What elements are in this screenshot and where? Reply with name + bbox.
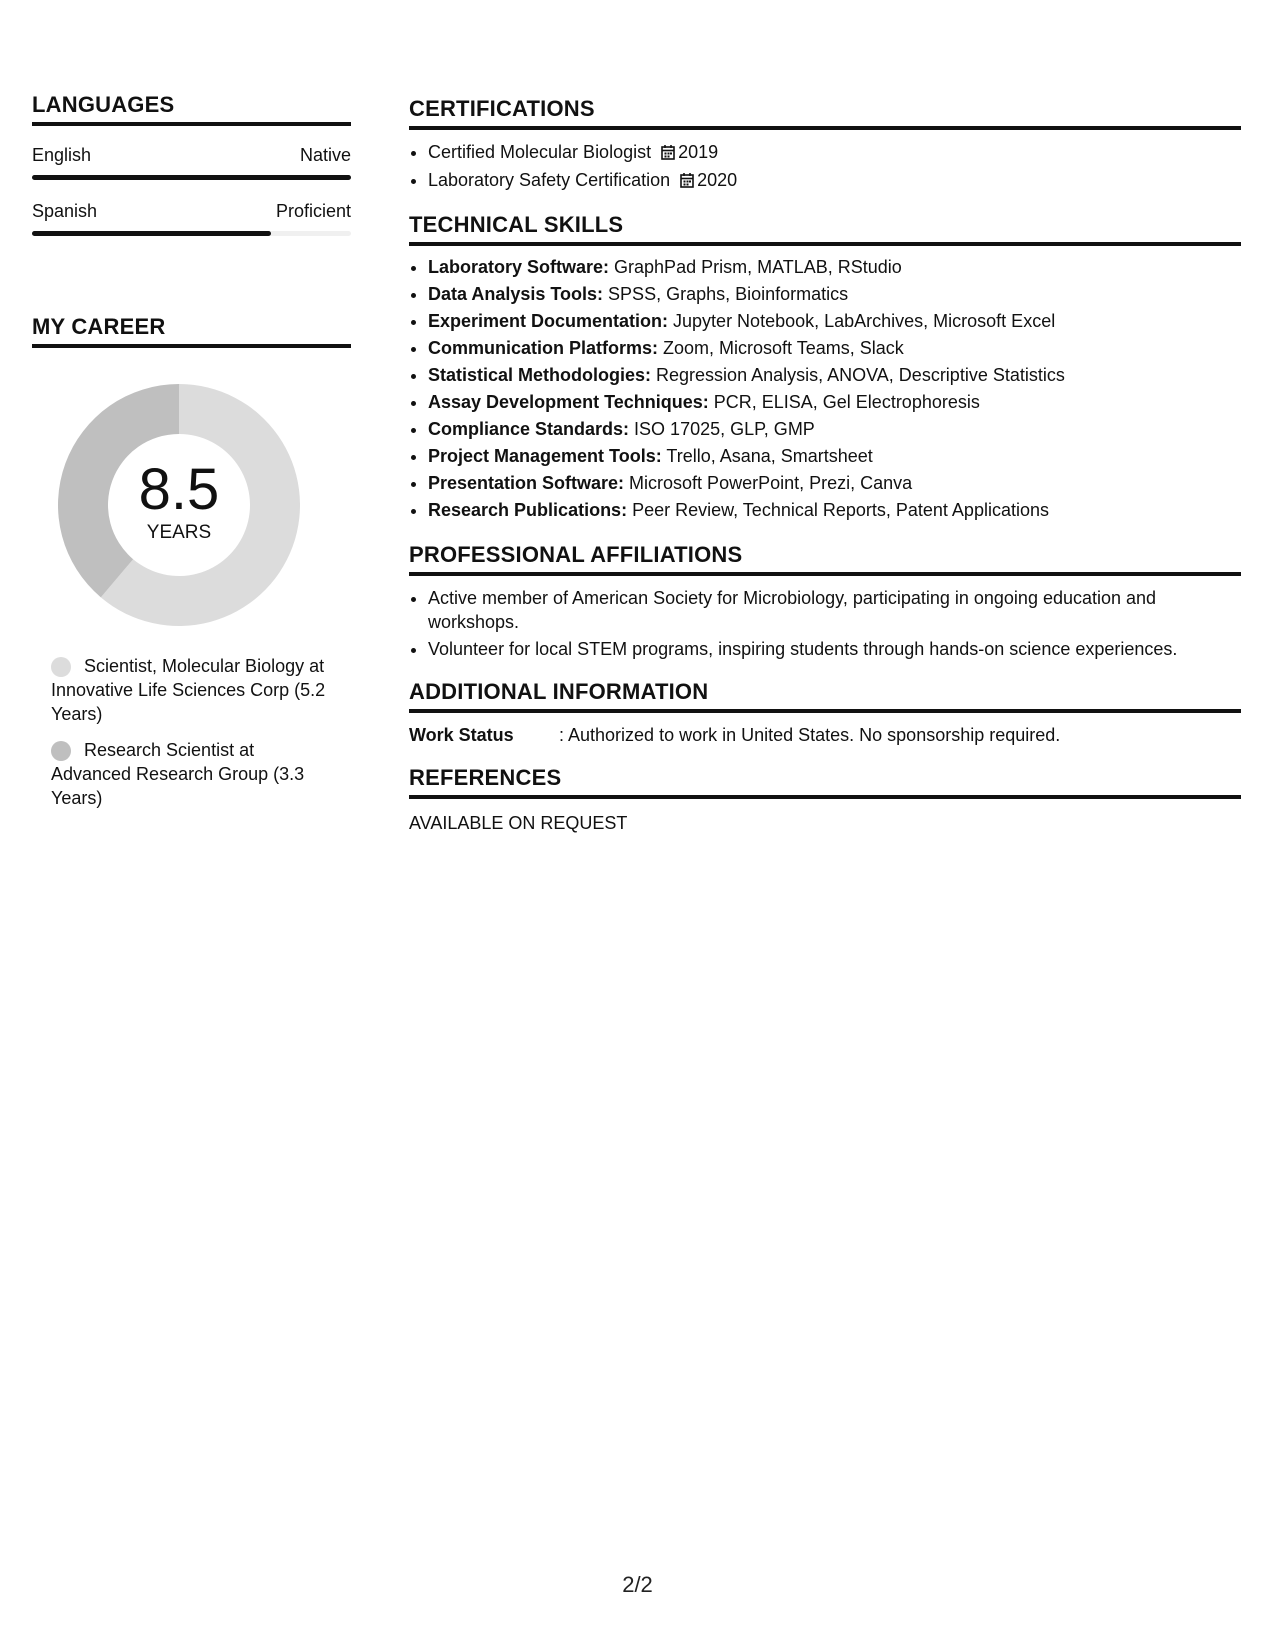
affiliations-section (409, 542, 1241, 661)
language-level: Proficient (275, 201, 351, 221)
affiliations-list (409, 586, 1241, 661)
career-legend-label: Scientist, Molecular Biology at Innovative Life Sciences Corp (5.2 Years) (51, 656, 326, 724)
career-total-unit: YEARS (146, 522, 212, 543)
career-section (32, 314, 351, 810)
language-item (32, 200, 351, 236)
language-item (32, 144, 351, 180)
skill-values: Zoom, Microsoft Teams, Slack (658, 338, 904, 358)
career-legend-label: Research Scientist at Advanced Research Group (3.3 Years) (51, 740, 305, 808)
calendar-icon (661, 144, 675, 160)
skill-values: GraphPad Prism, MATLAB, RStudio (609, 257, 902, 277)
skill-item (428, 254, 1241, 281)
additional-info-heading: ADDITIONAL INFORMATION (409, 679, 1241, 713)
language-proficiency-bar (32, 175, 351, 180)
skill-item (428, 443, 1241, 470)
additional-info-section (409, 679, 1241, 747)
career-legend-item (51, 738, 331, 810)
skill-item (428, 389, 1241, 416)
language-name: Spanish (32, 201, 98, 221)
career-donut-chart (56, 382, 302, 628)
career-legend-item (51, 654, 331, 726)
affiliations-heading: PROFESSIONAL AFFILIATIONS (409, 542, 1241, 576)
skill-item (428, 308, 1241, 335)
certification-name: Certified Molecular Biologist (428, 142, 652, 162)
skill-category: Statistical Methodologies: (428, 365, 652, 385)
skill-values: Peer Review, Technical Reports, Patent Applications (627, 500, 1049, 520)
work-status-row (409, 723, 1241, 747)
work-status-value: : Authorized to work in United States. No sponsorship required. (559, 725, 1061, 745)
language-name: English (32, 145, 92, 165)
calendar-icon (680, 172, 694, 188)
skill-values: SPSS, Graphs, Bioinformatics (603, 284, 849, 304)
certification-year: 2020 (697, 170, 738, 190)
skill-values: Jupyter Notebook, LabArchives, Microsoft Excel (668, 311, 1056, 331)
skill-category: Experiment Documentation: (428, 311, 669, 331)
references-text: AVAILABLE ON REQUEST (409, 813, 628, 833)
certifications-section (409, 96, 1241, 194)
skill-item (428, 497, 1241, 524)
language-proficiency-fill (32, 231, 271, 236)
certification-year: 2019 (678, 142, 719, 162)
language-level: Native (299, 145, 351, 165)
skill-category: Presentation Software: (428, 473, 625, 493)
language-proficiency-bar (32, 231, 351, 236)
sidebar (32, 92, 351, 810)
legend-dot-icon (51, 741, 71, 761)
skill-values: Microsoft PowerPoint, Prezi, Canva (624, 473, 913, 493)
work-status-label: Work Status (409, 725, 514, 745)
certification-item (428, 166, 1241, 194)
page-number: 2/2 (622, 1572, 653, 1597)
languages-section (32, 92, 351, 236)
career-total-years: 8.5 (138, 457, 220, 522)
languages-heading: LANGUAGES (32, 92, 351, 126)
skill-item (428, 362, 1241, 389)
skill-values: PCR, ELISA, Gel Electrophoresis (708, 392, 980, 412)
skill-item (428, 470, 1241, 497)
skill-category: Research Publications: (428, 500, 628, 520)
skill-item (428, 281, 1241, 308)
skill-category: Assay Development Techniques: (428, 392, 709, 412)
skill-category: Communication Platforms: (428, 338, 659, 358)
skill-category: Data Analysis Tools: (428, 284, 604, 304)
references-heading: REFERENCES (409, 765, 1241, 799)
technical-skills-section (409, 212, 1241, 524)
skill-category: Laboratory Software: (428, 257, 610, 277)
language-proficiency-fill (32, 175, 351, 180)
skill-category: Compliance Standards: (428, 419, 630, 439)
skill-values: ISO 17025, GLP, GMP (629, 419, 815, 439)
references-section (409, 765, 1241, 835)
technical-skills-heading: TECHNICAL SKILLS (409, 212, 1241, 246)
career-legend (51, 654, 331, 810)
certifications-list (409, 138, 1241, 194)
technical-skills-list (409, 254, 1241, 524)
skill-item (428, 416, 1241, 443)
skill-values: Regression Analysis, ANOVA, Descriptive Statistics (651, 365, 1065, 385)
affiliation-item: • Volunteer for local STEM programs, inspiring students through hands-on science experiences. (428, 637, 1241, 661)
career-heading: MY CAREER (32, 314, 351, 348)
skill-item (428, 335, 1241, 362)
affiliation-item: • Active member of American Society for Microbiology, participating in ongoing education and workshops. (428, 586, 1241, 634)
certifications-heading: CERTIFICATIONS (409, 96, 1241, 130)
certification-item (428, 138, 1241, 166)
certification-name: Laboratory Safety Certification (428, 170, 671, 190)
skill-values: Trello, Asana, Smartsheet (661, 446, 873, 466)
skill-category: Project Management Tools: (428, 446, 662, 466)
legend-dot-icon (51, 657, 71, 677)
main-content (409, 96, 1241, 835)
